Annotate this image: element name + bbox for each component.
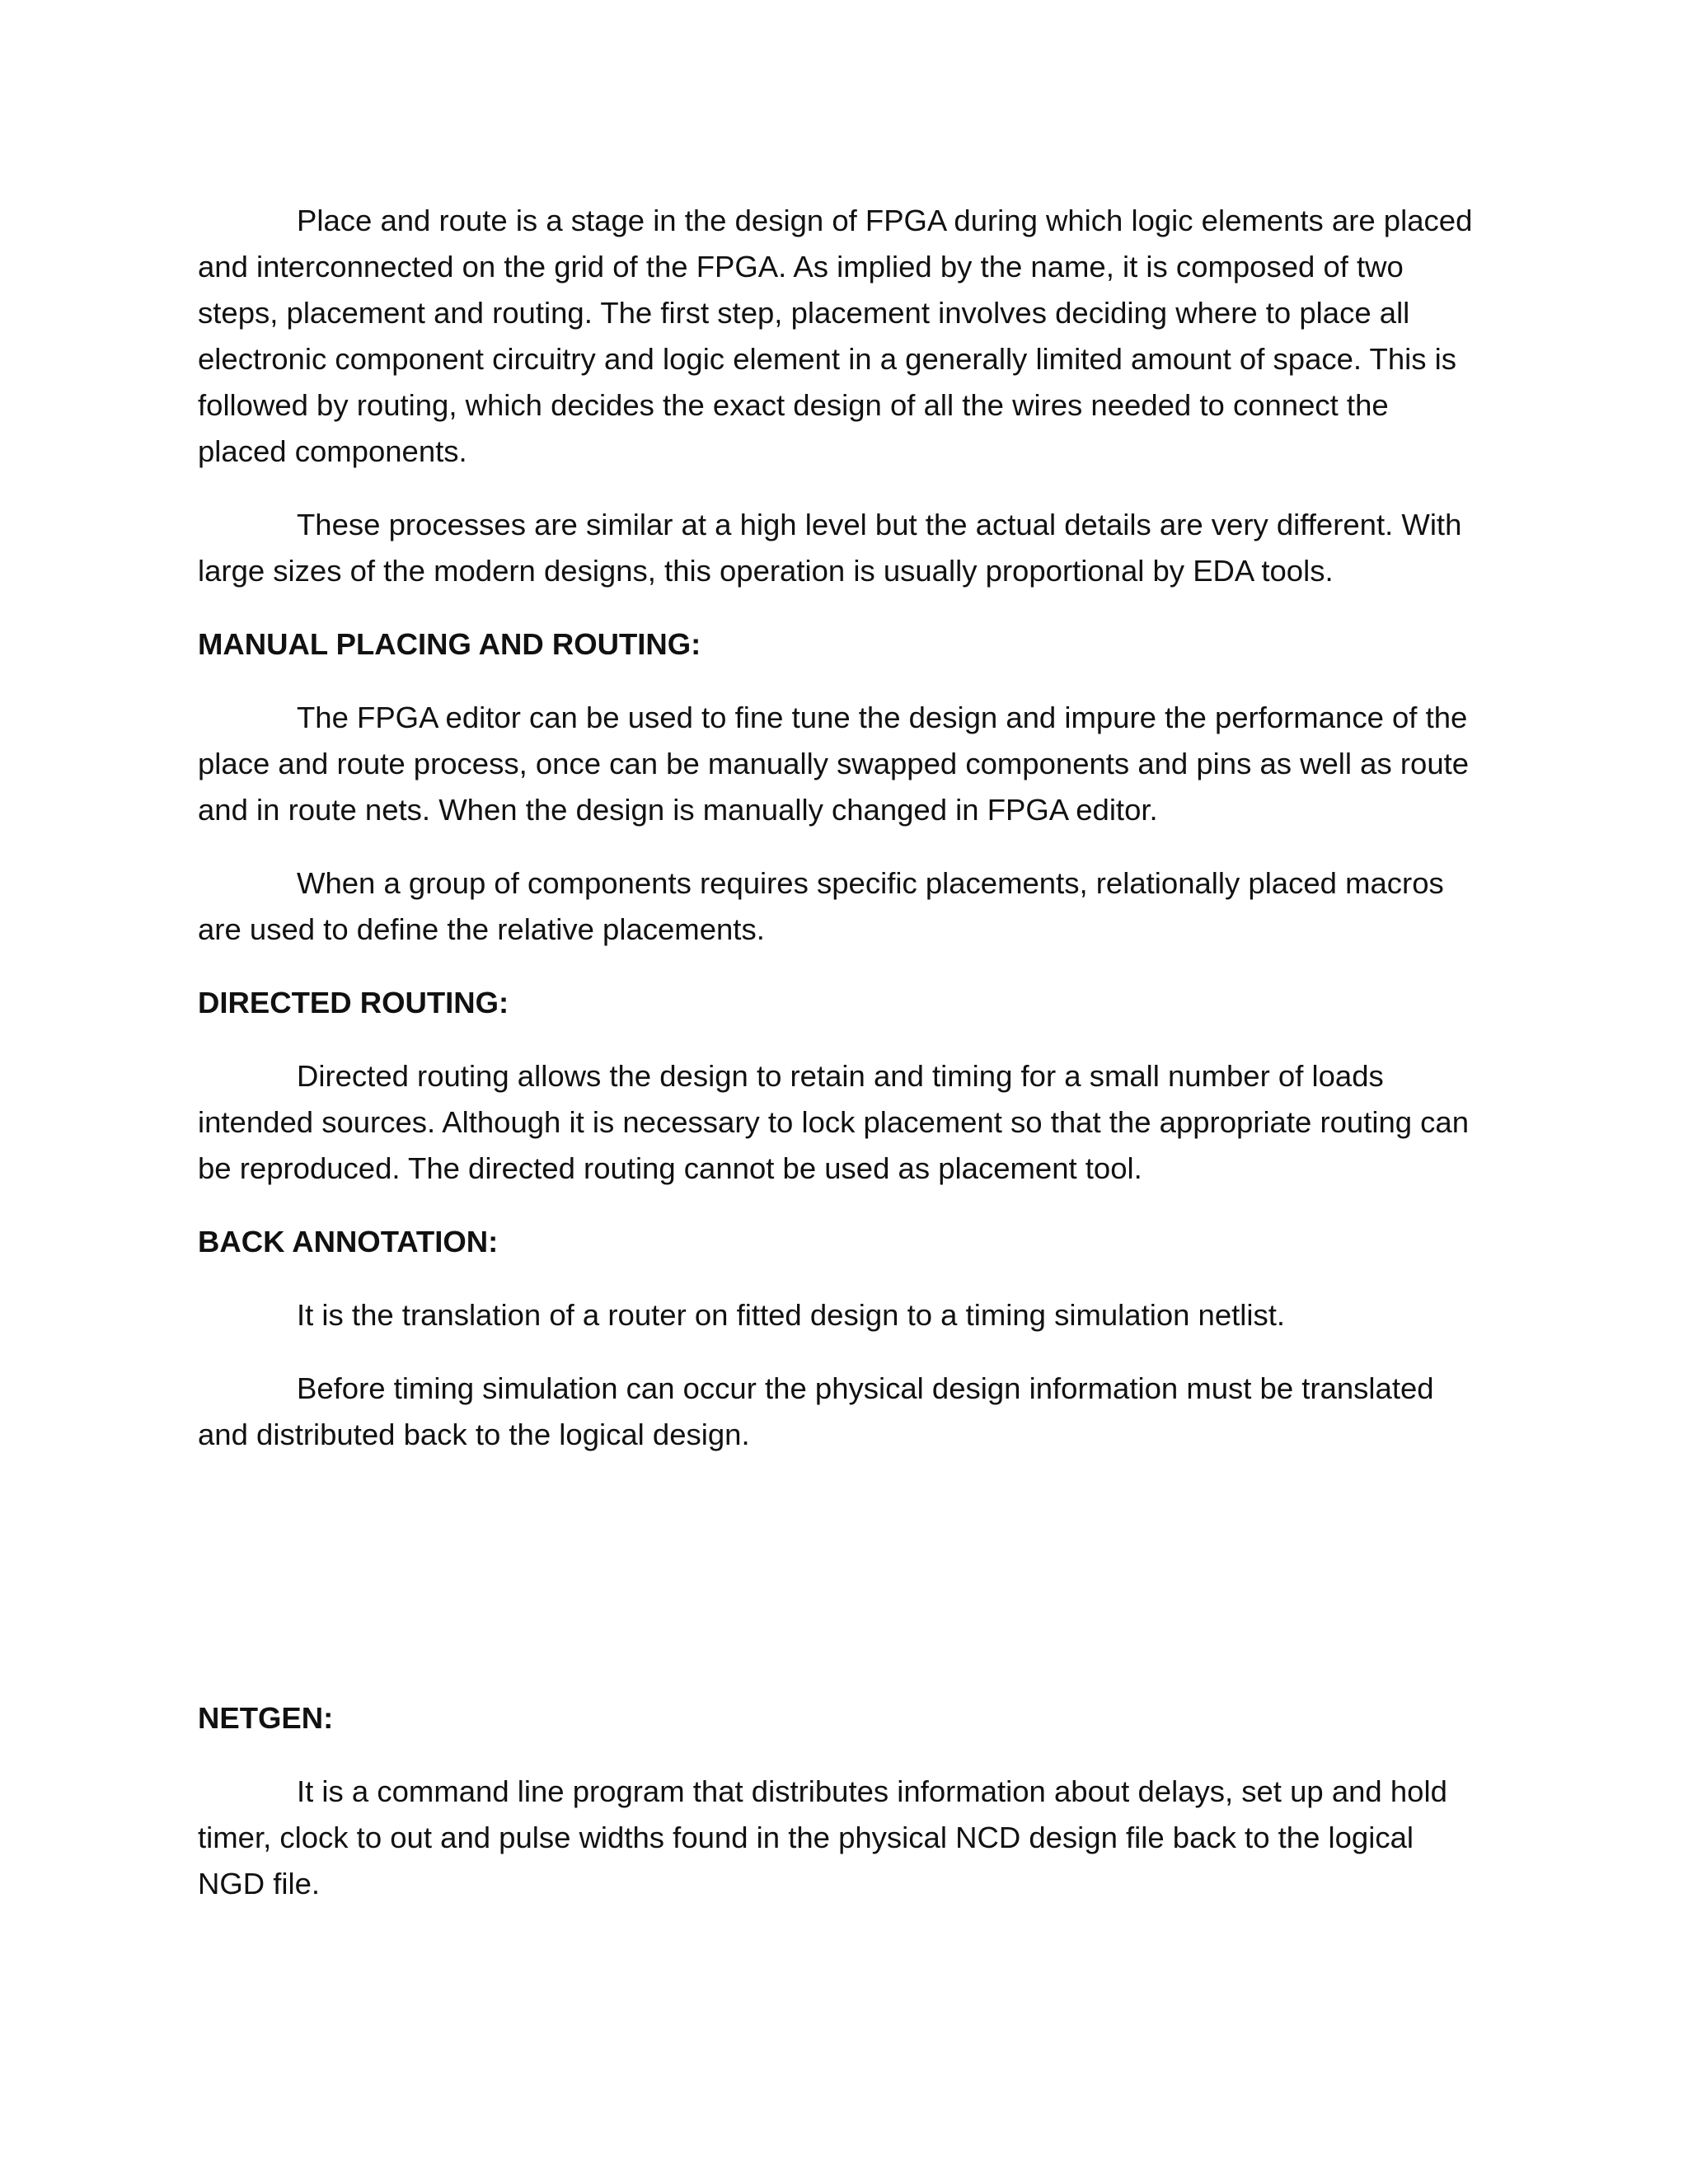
intro-paragraph: Place and route is a stage in the design of FPGA during which logic elements are placed and interconnected on the grid of the FPGA. As implied by the name, it is composed of two steps, placement and routing. The first step, placement involves deciding where to place all electronic component circuitry and logic element in a generally limited amount of space. This is followed by routing, which decides the exact design of all the wires needed to connect the placed components.	[198, 204, 1473, 468]
section-paragraph: The FPGA editor can be used to fine tune the design and impure the performance of the place and route process, once can be manually swapped components and pins as well as route and in route nets. When the design is manually changed in FPGA editor.	[198, 701, 1470, 827]
section-heading-back-annotation: BACK ANNOTATION:	[198, 1225, 499, 1258]
section-heading-directed-routing: DIRECTED ROUTING:	[198, 986, 509, 1019]
section-paragraph: When a group of components requires specific placements, relationally placed macros are used to define the relative placements.	[198, 866, 1444, 946]
section-paragraph: Directed routing allows the design to retain and timing for a small number of loads intended sources. Although it is necessary to lock placement so that the appropriate routing can be reproduced. The directed routing cannot be used as placement tool.	[198, 1059, 1470, 1185]
section-paragraph: It is a command line program that distributes information about delays, set up and hold timer, clock to out and pulse widths found in the physical NCD design file back to the logical NGD file.	[198, 1774, 1447, 1900]
intro-paragraph: These processes are similar at a high level but the actual details are very different. With large sizes of the modern designs, this operation is usually proportional by EDA tools.	[198, 508, 1462, 588]
section-heading-manual-placing: MANUAL PLACING AND ROUTING:	[198, 627, 701, 661]
blank-space	[198, 1485, 1484, 1695]
section-paragraph: Before timing simulation can occur the physical design information must be translated and distributed back to the logical design.	[198, 1371, 1434, 1451]
section-paragraph: It is the translation of a router on fitted design to a timing simulation netlist.	[297, 1298, 1286, 1332]
document-body	[198, 198, 1484, 1934]
section-heading-netgen: NETGEN:	[198, 1701, 334, 1735]
